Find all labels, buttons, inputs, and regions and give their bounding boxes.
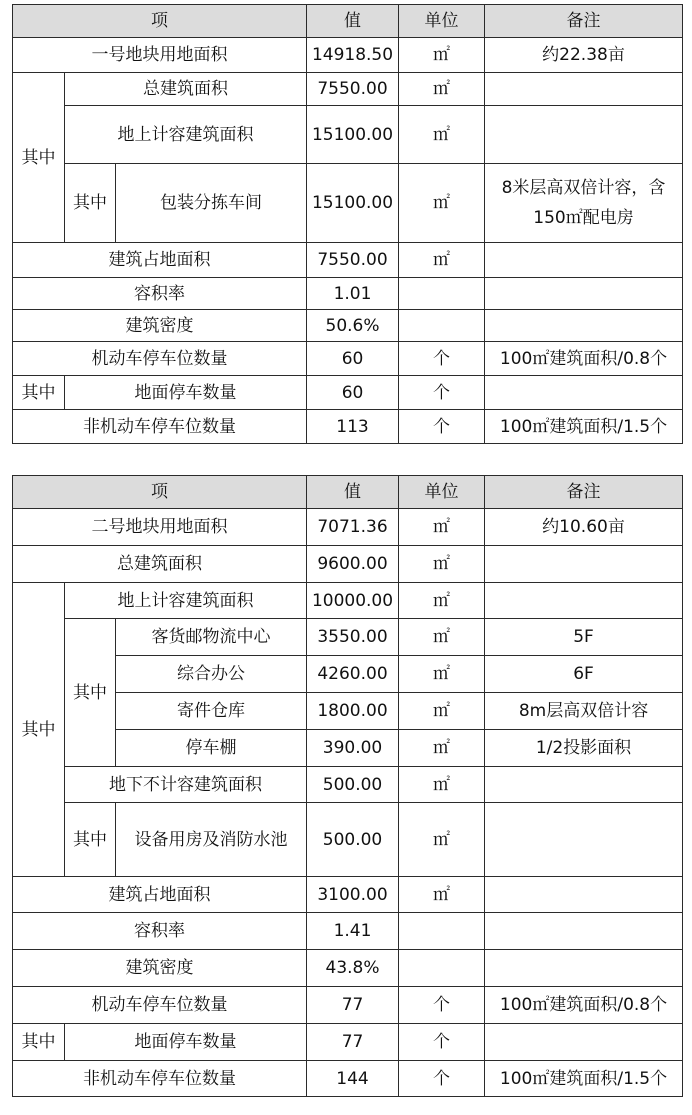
qizhong-sub-label: 其中 <box>65 803 116 877</box>
table-row <box>13 164 683 243</box>
row-note: 100㎡建筑面积/0.8个 <box>485 987 683 1024</box>
header-unit: 单位 <box>399 5 485 38</box>
note-line: 8米层高双倍计容，含 <box>501 178 666 198</box>
row-value: 15100.00 <box>307 164 399 243</box>
row-label: 非机动车停车位数量 <box>13 410 307 444</box>
row-value: 7071.36 <box>307 509 399 546</box>
header-item: 项 <box>13 5 307 38</box>
table-row <box>13 1061 683 1097</box>
qizhong-sub-label: 其中 <box>65 164 116 243</box>
row-note: 约22.38亩 <box>485 38 683 73</box>
table-header-row <box>13 476 683 509</box>
table-row <box>13 950 683 987</box>
row-note: 约10.60亩 <box>485 509 683 546</box>
table-row <box>13 278 683 310</box>
row-label: 总建筑面积 <box>65 73 307 106</box>
row-label: 地下不计容建筑面积 <box>65 767 307 803</box>
row-note: 100㎡建筑面积/1.5个 <box>485 410 683 444</box>
row-label: 建筑密度 <box>13 310 307 342</box>
row-value: 113 <box>307 410 399 444</box>
row-unit: 个 <box>399 410 485 444</box>
table-row <box>13 1024 683 1061</box>
row-value: 390.00 <box>307 730 399 767</box>
table-row <box>13 546 683 583</box>
row-value: 500.00 <box>307 767 399 803</box>
row-value: 9600.00 <box>307 546 399 583</box>
row-value: 4260.00 <box>307 656 399 693</box>
row-label: 建筑占地面积 <box>13 877 307 913</box>
row-value: 10000.00 <box>307 583 399 619</box>
row-value: 144 <box>307 1061 399 1097</box>
row-value: 7550.00 <box>307 243 399 278</box>
row-note <box>485 1024 683 1061</box>
header-note: 备注 <box>485 476 683 509</box>
qizhong-label: 其中 <box>13 376 65 410</box>
row-value: 3550.00 <box>307 619 399 656</box>
row-label: 客货邮物流中心 <box>116 619 307 656</box>
row-note <box>485 877 683 913</box>
header-value: 值 <box>307 5 399 38</box>
row-label: 非机动车停车位数量 <box>13 1061 307 1097</box>
plot-2-table <box>12 475 683 1097</box>
note-line: 150㎡配电房 <box>533 208 634 228</box>
table-row <box>13 913 683 950</box>
row-label: 机动车停车位数量 <box>13 987 307 1024</box>
row-note <box>485 546 683 583</box>
row-note <box>485 767 683 803</box>
row-label: 建筑密度 <box>13 950 307 987</box>
row-note <box>485 73 683 106</box>
table-header-row <box>13 5 683 38</box>
row-value: 500.00 <box>307 803 399 877</box>
row-unit: ㎡ <box>399 243 485 278</box>
row-unit <box>399 950 485 987</box>
row-label: 容积率 <box>13 278 307 310</box>
row-value: 3100.00 <box>307 877 399 913</box>
row-unit: ㎡ <box>399 877 485 913</box>
table-row <box>13 509 683 546</box>
table-row <box>13 38 683 73</box>
row-note <box>485 164 683 243</box>
row-value: 60 <box>307 342 399 376</box>
row-label: 地上计容建筑面积 <box>65 106 307 164</box>
row-unit <box>399 278 485 310</box>
row-label: 地面停车数量 <box>65 1024 307 1061</box>
row-unit: ㎡ <box>399 656 485 693</box>
row-unit <box>399 913 485 950</box>
row-value: 77 <box>307 987 399 1024</box>
qizhong-label: 其中 <box>13 1024 65 1061</box>
table-row <box>13 73 683 106</box>
row-value: 43.8% <box>307 950 399 987</box>
row-unit <box>399 310 485 342</box>
table-row <box>13 342 683 376</box>
table-row <box>13 376 683 410</box>
row-note <box>485 950 683 987</box>
row-note: 8m层高双倍计容 <box>485 693 683 730</box>
row-value: 14918.50 <box>307 38 399 73</box>
row-value: 7550.00 <box>307 73 399 106</box>
table-row <box>13 877 683 913</box>
row-label: 地上计容建筑面积 <box>65 583 307 619</box>
row-note: 5F <box>485 619 683 656</box>
row-unit: ㎡ <box>399 73 485 106</box>
row-unit: 个 <box>399 1061 485 1097</box>
row-note <box>485 310 683 342</box>
row-value: 1.01 <box>307 278 399 310</box>
row-unit: ㎡ <box>399 509 485 546</box>
row-note <box>485 583 683 619</box>
row-value: 60 <box>307 376 399 410</box>
table-row <box>13 106 683 164</box>
row-note <box>485 376 683 410</box>
header-item: 项 <box>13 476 307 509</box>
row-note: 1/2投影面积 <box>485 730 683 767</box>
row-label: 地面停车数量 <box>65 376 307 410</box>
row-value: 50.6% <box>307 310 399 342</box>
row-label: 停车棚 <box>116 730 307 767</box>
row-note <box>485 243 683 278</box>
row-value: 1.41 <box>307 913 399 950</box>
row-unit: ㎡ <box>399 619 485 656</box>
row-label: 一号地块用地面积 <box>13 38 307 73</box>
row-unit: ㎡ <box>399 106 485 164</box>
header-note: 备注 <box>485 5 683 38</box>
row-unit: 个 <box>399 342 485 376</box>
row-label: 总建筑面积 <box>13 546 307 583</box>
row-unit: ㎡ <box>399 767 485 803</box>
table-row <box>13 619 683 656</box>
row-value: 77 <box>307 1024 399 1061</box>
table-row <box>13 583 683 619</box>
row-label: 二号地块用地面积 <box>13 509 307 546</box>
row-unit: ㎡ <box>399 583 485 619</box>
row-unit: ㎡ <box>399 693 485 730</box>
row-note <box>485 913 683 950</box>
table-row <box>13 243 683 278</box>
qizhong-label: 其中 <box>13 73 65 243</box>
table-row <box>13 987 683 1024</box>
row-unit: ㎡ <box>399 164 485 243</box>
row-note <box>485 106 683 164</box>
table-row <box>13 767 683 803</box>
row-unit: ㎡ <box>399 803 485 877</box>
header-unit: 单位 <box>399 476 485 509</box>
row-value: 1800.00 <box>307 693 399 730</box>
row-unit: ㎡ <box>399 38 485 73</box>
row-label: 设备用房及消防水池 <box>116 803 307 877</box>
qizhong-sub-label: 其中 <box>65 619 116 767</box>
row-unit: 个 <box>399 376 485 410</box>
row-unit: 个 <box>399 1024 485 1061</box>
row-unit: 个 <box>399 987 485 1024</box>
header-value: 值 <box>307 476 399 509</box>
table-row <box>13 410 683 444</box>
qizhong-label: 其中 <box>13 583 65 877</box>
plot-1-table <box>12 4 683 444</box>
table-row <box>13 310 683 342</box>
row-label: 包装分拣车间 <box>116 164 307 243</box>
row-unit: ㎡ <box>399 546 485 583</box>
row-note <box>485 278 683 310</box>
row-note: 100㎡建筑面积/0.8个 <box>485 342 683 376</box>
row-label: 建筑占地面积 <box>13 243 307 278</box>
row-note <box>485 803 683 877</box>
table-row <box>13 803 683 877</box>
row-note: 6F <box>485 656 683 693</box>
row-label: 寄件仓库 <box>116 693 307 730</box>
row-value: 15100.00 <box>307 106 399 164</box>
row-note: 100㎡建筑面积/1.5个 <box>485 1061 683 1097</box>
row-label: 容积率 <box>13 913 307 950</box>
row-label: 机动车停车位数量 <box>13 342 307 376</box>
row-label: 综合办公 <box>116 656 307 693</box>
row-unit: ㎡ <box>399 730 485 767</box>
